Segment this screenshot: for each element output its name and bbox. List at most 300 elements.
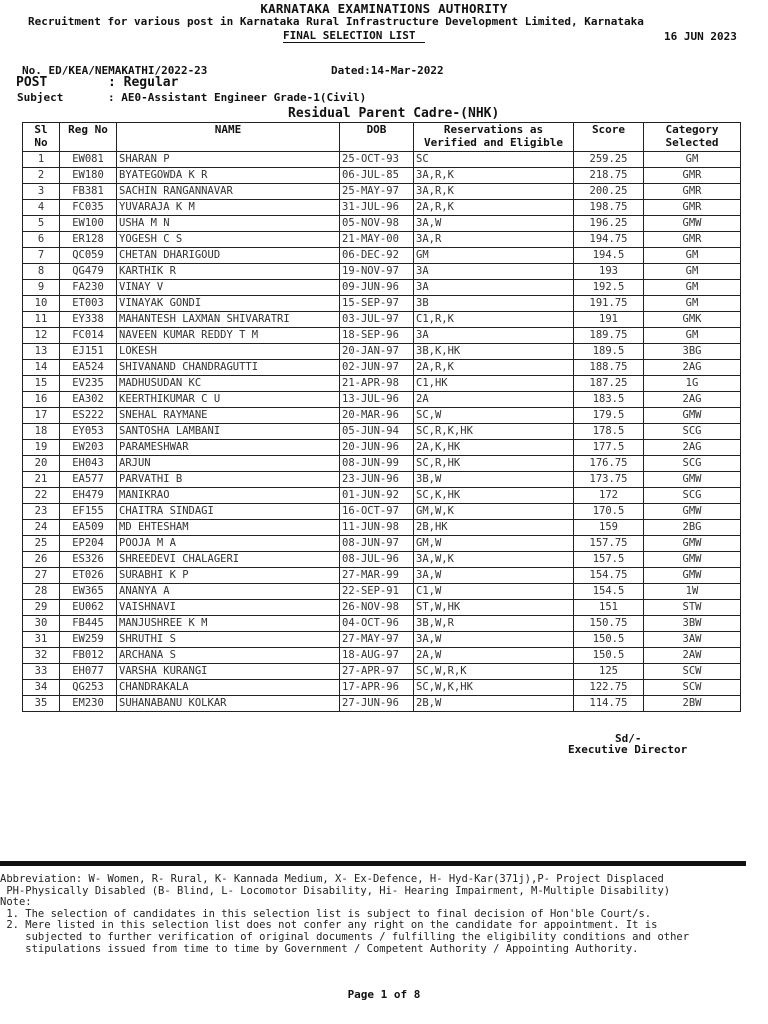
cell-name: PARVATHI B: [117, 472, 340, 488]
cell-dob: 11-JUN-98: [340, 520, 414, 536]
list-date: 16 JUN 2023: [664, 30, 737, 43]
cell-reservations: 3A,W,K: [414, 552, 574, 568]
cell-reg-no: EA524: [60, 360, 117, 376]
subject-label: Subject: [17, 91, 64, 104]
cell-dob: 21-APR-98: [340, 376, 414, 392]
cell-dob: 27-JUN-96: [340, 696, 414, 712]
cell-name: MD EHTESHAM: [117, 520, 340, 536]
cell-reg-no: FB445: [60, 616, 117, 632]
cell-dob: 22-SEP-91: [340, 584, 414, 600]
cell-score: 194.75: [574, 232, 644, 248]
cell-category: GM: [644, 328, 741, 344]
recruitment-subtitle: Recruitment for various post in Karnataka Rural Infrastructure Development Limited, Karnataka: [28, 15, 644, 28]
table-row: [23, 664, 741, 680]
cell-dob: 26-NOV-98: [340, 600, 414, 616]
cell-score: 200.25: [574, 184, 644, 200]
cell-sl-no: 4: [23, 200, 60, 216]
cell-reservations: 2B,HK: [414, 520, 574, 536]
cell-reservations: 3A,R,K: [414, 168, 574, 184]
cell-reg-no: EA577: [60, 472, 117, 488]
cell-category: GMR: [644, 184, 741, 200]
cell-reg-no: ES222: [60, 408, 117, 424]
cell-reservations: SC,W,R,K: [414, 664, 574, 680]
cell-reg-no: ES326: [60, 552, 117, 568]
cell-sl-no: 11: [23, 312, 60, 328]
cell-reservations: 2A,W: [414, 648, 574, 664]
table-row: [23, 440, 741, 456]
cell-reservations: SC,R,HK: [414, 456, 574, 472]
cell-reg-no: EF155: [60, 504, 117, 520]
table-row: [23, 584, 741, 600]
cell-score: 170.5: [574, 504, 644, 520]
cell-score: 150.75: [574, 616, 644, 632]
cell-category: SCG: [644, 456, 741, 472]
cell-sl-no: 10: [23, 296, 60, 312]
cell-reg-no: EY053: [60, 424, 117, 440]
cell-dob: 18-SEP-96: [340, 328, 414, 344]
notification-number: No. ED/KEA/NEMAKATHI/2022-23: [22, 64, 208, 77]
cell-dob: 06-DEC-92: [340, 248, 414, 264]
cell-reservations: SC,R,K,HK: [414, 424, 574, 440]
note-2-line-3: stipulations issued from time to time by Government / Competent Authority / Appointing Authority.: [0, 942, 639, 955]
table-row: [23, 568, 741, 584]
cell-sl-no: 35: [23, 696, 60, 712]
cell-sl-no: 23: [23, 504, 60, 520]
cell-category: 2AG: [644, 392, 741, 408]
cell-score: 122.75: [574, 680, 644, 696]
cell-reg-no: FB012: [60, 648, 117, 664]
header-name: NAME: [117, 123, 340, 152]
footer-notes: [0, 874, 768, 955]
cell-name: SACHIN RANGANNAVAR: [117, 184, 340, 200]
cell-score: 172: [574, 488, 644, 504]
table-row: [23, 360, 741, 376]
cell-category: SCG: [644, 424, 741, 440]
abbreviation-line-2: PH-Physically Disabled (B- Blind, L- Locomotor Disability, Hi- Hearing Impairment, M-Multiple Disability): [0, 884, 671, 897]
table-row: [23, 648, 741, 664]
cell-score: 194.5: [574, 248, 644, 264]
cell-reservations: 2A: [414, 392, 574, 408]
cell-dob: 03-JUL-97: [340, 312, 414, 328]
cell-score: 193: [574, 264, 644, 280]
cell-category: 2BG: [644, 520, 741, 536]
cell-name: MAHANTESH LAXMAN SHIVARATRI: [117, 312, 340, 328]
cell-reservations: 2A,K,HK: [414, 440, 574, 456]
cell-name: SURABHI K P: [117, 568, 340, 584]
cell-reg-no: FB381: [60, 184, 117, 200]
cell-reg-no: EY338: [60, 312, 117, 328]
cell-category: GMW: [644, 504, 741, 520]
cell-reservations: 3A,W: [414, 632, 574, 648]
cell-reservations: 2A,R,K: [414, 360, 574, 376]
cell-reg-no: EW259: [60, 632, 117, 648]
cell-reg-no: QG479: [60, 264, 117, 280]
cell-name: PARAMESHWAR: [117, 440, 340, 456]
cell-category: 3AW: [644, 632, 741, 648]
cell-score: 157.75: [574, 536, 644, 552]
cell-sl-no: 24: [23, 520, 60, 536]
cell-dob: 21-MAY-00: [340, 232, 414, 248]
cell-name: ANANYA A: [117, 584, 340, 600]
cell-category: 3BG: [644, 344, 741, 360]
cell-reg-no: EJ151: [60, 344, 117, 360]
table-row: [23, 392, 741, 408]
cell-name: NAVEEN KUMAR REDDY T M: [117, 328, 340, 344]
table-row: [23, 184, 741, 200]
cell-sl-no: 21: [23, 472, 60, 488]
cell-score: 176.75: [574, 456, 644, 472]
cell-sl-no: 9: [23, 280, 60, 296]
cell-category: GM: [644, 296, 741, 312]
table-row: [23, 264, 741, 280]
cell-reg-no: ET026: [60, 568, 117, 584]
cell-name: CHAITRA SINDAGI: [117, 504, 340, 520]
cell-name: VINAY V: [117, 280, 340, 296]
cell-reg-no: EH043: [60, 456, 117, 472]
cell-score: 150.5: [574, 632, 644, 648]
cell-name: MANJUSHREE K M: [117, 616, 340, 632]
cell-reservations: 3B: [414, 296, 574, 312]
cell-dob: 13-JUL-96: [340, 392, 414, 408]
cell-sl-no: 2: [23, 168, 60, 184]
signature-designation: Executive Director: [568, 743, 688, 756]
cell-dob: 15-SEP-97: [340, 296, 414, 312]
cell-dob: 02-JUN-97: [340, 360, 414, 376]
cell-category: SCW: [644, 680, 741, 696]
cell-dob: 18-AUG-97: [340, 648, 414, 664]
note-label: Note:: [0, 896, 32, 909]
table-row: [23, 200, 741, 216]
cell-reservations: 3A: [414, 280, 574, 296]
cell-category: 2BW: [644, 696, 741, 712]
cell-reg-no: EA302: [60, 392, 117, 408]
cell-dob: 23-JUN-96: [340, 472, 414, 488]
cell-sl-no: 17: [23, 408, 60, 424]
cell-score: 154.5: [574, 584, 644, 600]
cell-sl-no: 20: [23, 456, 60, 472]
cell-name: VARSHA KURANGI: [117, 664, 340, 680]
cell-name: SANTOSHA LAMBANI: [117, 424, 340, 440]
cell-reservations: C1,HK: [414, 376, 574, 392]
table-row: [23, 312, 741, 328]
table-row: [23, 424, 741, 440]
cell-category: GM: [644, 248, 741, 264]
cell-dob: 09-JUN-96: [340, 280, 414, 296]
header-reservations: Reservations as Verified and Eligible: [414, 123, 574, 152]
cell-dob: 16-OCT-97: [340, 504, 414, 520]
cell-category: GMW: [644, 472, 741, 488]
cell-dob: 01-JUN-92: [340, 488, 414, 504]
cell-category: GMW: [644, 408, 741, 424]
cell-dob: 31-JUL-96: [340, 200, 414, 216]
cell-sl-no: 3: [23, 184, 60, 200]
cell-name: BYATEGOWDA K R: [117, 168, 340, 184]
cell-sl-no: 16: [23, 392, 60, 408]
notification-date: Dated:14-Mar-2022: [331, 64, 444, 77]
cell-dob: 27-MAR-99: [340, 568, 414, 584]
cell-score: 177.5: [574, 440, 644, 456]
cell-reg-no: EV235: [60, 376, 117, 392]
table-row: [23, 472, 741, 488]
cell-reservations: 2A,R,K: [414, 200, 574, 216]
cell-score: 114.75: [574, 696, 644, 712]
table-row: [23, 280, 741, 296]
cell-score: 179.5: [574, 408, 644, 424]
cell-dob: 04-OCT-96: [340, 616, 414, 632]
table-header-row: [23, 123, 741, 152]
cell-reservations: 2B,W: [414, 696, 574, 712]
cell-reg-no: EW100: [60, 216, 117, 232]
list-title: FINAL SELECTION LIST: [283, 29, 425, 43]
cell-sl-no: 27: [23, 568, 60, 584]
cell-sl-no: 14: [23, 360, 60, 376]
cell-category: GMW: [644, 216, 741, 232]
cell-dob: 27-MAY-97: [340, 632, 414, 648]
cell-reservations: 3A,R,K: [414, 184, 574, 200]
cell-name: ARCHANA S: [117, 648, 340, 664]
table-row: [23, 408, 741, 424]
cell-dob: 05-NOV-98: [340, 216, 414, 232]
cell-reg-no: EP204: [60, 536, 117, 552]
cell-score: 191: [574, 312, 644, 328]
table-row: [23, 296, 741, 312]
cell-reg-no: ER128: [60, 232, 117, 248]
table-row: [23, 344, 741, 360]
cell-score: 189.75: [574, 328, 644, 344]
cell-name: YUVARAJA K M: [117, 200, 340, 216]
cell-reg-no: QC059: [60, 248, 117, 264]
subject-value: : AE0-Assistant Engineer Grade-1(Civil): [108, 91, 367, 104]
cell-name: ARJUN: [117, 456, 340, 472]
cell-category: STW: [644, 600, 741, 616]
cell-score: 159: [574, 520, 644, 536]
cell-score: 218.75: [574, 168, 644, 184]
cell-reg-no: EA509: [60, 520, 117, 536]
cell-reservations: 3A,W: [414, 216, 574, 232]
table-row: [23, 600, 741, 616]
cell-name: SNEHAL RAYMANE: [117, 408, 340, 424]
cell-category: GM: [644, 264, 741, 280]
cell-reservations: 3B,W: [414, 472, 574, 488]
cell-score: 187.25: [574, 376, 644, 392]
cell-dob: 05-JUN-94: [340, 424, 414, 440]
signature-sd: Sd/-: [615, 732, 642, 745]
cell-name: KARTHIK R: [117, 264, 340, 280]
cell-category: 1G: [644, 376, 741, 392]
cell-sl-no: 25: [23, 536, 60, 552]
cell-sl-no: 8: [23, 264, 60, 280]
cell-score: 151: [574, 600, 644, 616]
cell-sl-no: 6: [23, 232, 60, 248]
cell-reservations: SC,K,HK: [414, 488, 574, 504]
cell-reg-no: QG253: [60, 680, 117, 696]
cell-name: KEERTHIKUMAR C U: [117, 392, 340, 408]
cell-score: 183.5: [574, 392, 644, 408]
header-reg-no: Reg No: [60, 123, 117, 152]
cell-category: GMW: [644, 536, 741, 552]
cell-sl-no: 18: [23, 424, 60, 440]
cell-sl-no: 31: [23, 632, 60, 648]
cell-score: 154.75: [574, 568, 644, 584]
cell-name: MANIKRAO: [117, 488, 340, 504]
cell-sl-no: 22: [23, 488, 60, 504]
cell-category: SCW: [644, 664, 741, 680]
cell-sl-no: 33: [23, 664, 60, 680]
cell-reservations: 3B,W,R: [414, 616, 574, 632]
cell-category: 2AG: [644, 440, 741, 456]
table-row: [23, 152, 741, 168]
cell-category: GMR: [644, 200, 741, 216]
table-row: [23, 376, 741, 392]
cell-score: 198.75: [574, 200, 644, 216]
cell-reservations: GM,W,K: [414, 504, 574, 520]
cell-sl-no: 7: [23, 248, 60, 264]
cell-reg-no: EW180: [60, 168, 117, 184]
cell-category: 2AW: [644, 648, 741, 664]
table-row: [23, 696, 741, 712]
cell-score: 196.25: [574, 216, 644, 232]
cell-category: GMW: [644, 552, 741, 568]
cell-dob: 20-JUN-96: [340, 440, 414, 456]
cell-name: POOJA M A: [117, 536, 340, 552]
cell-reservations: SC,W: [414, 408, 574, 424]
cell-dob: 06-JUL-85: [340, 168, 414, 184]
cell-sl-no: 19: [23, 440, 60, 456]
cell-sl-no: 12: [23, 328, 60, 344]
table-row: [23, 232, 741, 248]
cell-reg-no: EM230: [60, 696, 117, 712]
cell-dob: 17-APR-96: [340, 680, 414, 696]
cell-reg-no: FA230: [60, 280, 117, 296]
cell-category: 3BW: [644, 616, 741, 632]
cell-category: GMW: [644, 568, 741, 584]
cell-reg-no: EU062: [60, 600, 117, 616]
cell-reg-no: EH479: [60, 488, 117, 504]
cell-dob: 25-OCT-93: [340, 152, 414, 168]
cell-reservations: 3A: [414, 264, 574, 280]
cell-sl-no: 13: [23, 344, 60, 360]
cell-name: LOKESH: [117, 344, 340, 360]
cell-dob: 27-APR-97: [340, 664, 414, 680]
cell-dob: 20-JAN-97: [340, 344, 414, 360]
table-row: [23, 680, 741, 696]
note-2-line-1: 2. Mere listed in this selection list does not confer any right on the candidate for appointment. It is: [0, 919, 658, 932]
cell-score: 191.75: [574, 296, 644, 312]
cell-sl-no: 5: [23, 216, 60, 232]
cell-score: 125: [574, 664, 644, 680]
cell-dob: 08-JUN-97: [340, 536, 414, 552]
table-row: [23, 536, 741, 552]
cell-name: USHA M N: [117, 216, 340, 232]
table-row: [23, 168, 741, 184]
cell-score: 150.5: [574, 648, 644, 664]
cell-sl-no: 32: [23, 648, 60, 664]
cell-reservations: GM: [414, 248, 574, 264]
cell-score: 188.75: [574, 360, 644, 376]
note-1: 1. The selection of candidates in this selection list is subject to final decision of Hon'ble Court/s.: [0, 907, 652, 920]
table-row: [23, 552, 741, 568]
cell-dob: 08-JUN-99: [340, 456, 414, 472]
footer-divider: [0, 861, 746, 866]
cell-sl-no: 15: [23, 376, 60, 392]
cell-score: 192.5: [574, 280, 644, 296]
cell-name: SHRUTHI S: [117, 632, 340, 648]
cell-score: 173.75: [574, 472, 644, 488]
header-category: Category Selected: [644, 123, 741, 152]
cell-reservations: ST,W,HK: [414, 600, 574, 616]
table-row: [23, 328, 741, 344]
post-label: POST: [16, 75, 48, 90]
cell-reservations: 3A,W: [414, 568, 574, 584]
cell-dob: 19-NOV-97: [340, 264, 414, 280]
cell-dob: 25-MAY-97: [340, 184, 414, 200]
cell-category: GMK: [644, 312, 741, 328]
table-row: [23, 504, 741, 520]
cell-reg-no: EH077: [60, 664, 117, 680]
cell-reservations: SC,W,K,HK: [414, 680, 574, 696]
header-dob: DOB: [340, 123, 414, 152]
cell-reg-no: FC035: [60, 200, 117, 216]
table-row: [23, 216, 741, 232]
table-row: [23, 488, 741, 504]
cell-category: 1W: [644, 584, 741, 600]
cell-score: 157.5: [574, 552, 644, 568]
cell-name: MADHUSUDAN KC: [117, 376, 340, 392]
cell-category: GMR: [644, 232, 741, 248]
table-row: [23, 632, 741, 648]
cell-score: 178.5: [574, 424, 644, 440]
cell-name: SUHANABANU KOLKAR: [117, 696, 340, 712]
cell-sl-no: 29: [23, 600, 60, 616]
abbreviation-line-1: Abbreviation: W- Women, R- Rural, K- Kannada Medium, X- Ex-Defence, H- Hyd-Kar(371j),P- Project Displaced: [0, 873, 664, 885]
cell-category: GMR: [644, 168, 741, 184]
cell-dob: 08-JUL-96: [340, 552, 414, 568]
cell-reservations: SC: [414, 152, 574, 168]
cell-name: SHIVANAND CHANDRAGUTTI: [117, 360, 340, 376]
cell-sl-no: 1: [23, 152, 60, 168]
cell-sl-no: 28: [23, 584, 60, 600]
cell-sl-no: 30: [23, 616, 60, 632]
cell-reg-no: ET003: [60, 296, 117, 312]
cell-sl-no: 34: [23, 680, 60, 696]
cell-sl-no: 26: [23, 552, 60, 568]
cell-reservations: C1,R,K: [414, 312, 574, 328]
selection-table: [22, 122, 741, 712]
cell-name: YOGESH C S: [117, 232, 340, 248]
page-number: Page 1 of 8: [347, 988, 421, 1001]
cell-name: CHANDRAKALA: [117, 680, 340, 696]
cell-name: SHREEDEVI CHALAGERI: [117, 552, 340, 568]
cell-score: 189.5: [574, 344, 644, 360]
table-row: [23, 248, 741, 264]
cell-category: GM: [644, 152, 741, 168]
cell-dob: 20-MAR-96: [340, 408, 414, 424]
cadre-title: Residual Parent Cadre-(NHK): [288, 106, 500, 121]
cell-name: SHARAN P: [117, 152, 340, 168]
authority-title: KARNATAKA EXAMINATIONS AUTHORITY: [260, 1, 508, 16]
cell-reservations: C1,W: [414, 584, 574, 600]
cell-reservations: GM,W: [414, 536, 574, 552]
cell-score: 259.25: [574, 152, 644, 168]
cell-name: VAISHNAVI: [117, 600, 340, 616]
header-sl-no: Sl No: [23, 123, 60, 152]
table-body: [23, 152, 741, 712]
cell-reg-no: EW081: [60, 152, 117, 168]
cell-reservations: 3A,R: [414, 232, 574, 248]
cell-reg-no: FC014: [60, 328, 117, 344]
cell-reg-no: EW365: [60, 584, 117, 600]
note-2-line-2: subjected to further verification of original documents / fulfilling the eligibility conditions and other: [0, 930, 690, 943]
